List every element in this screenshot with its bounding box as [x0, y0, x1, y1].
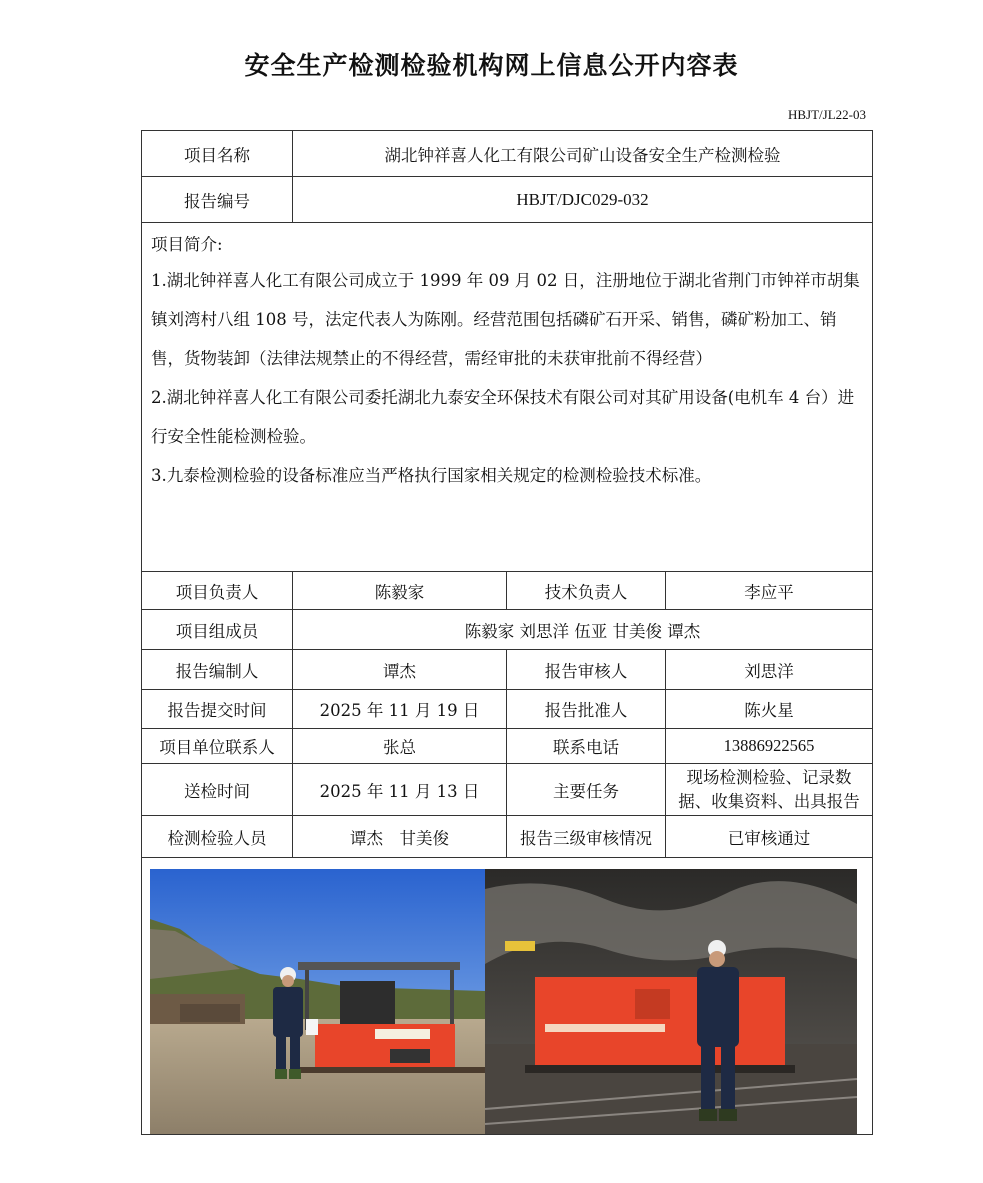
submit-value: 2025 年 11 月 19 日 — [293, 690, 507, 729]
staff-label: 检测检验人员 — [142, 816, 293, 858]
form-code: HBJT/JL22-03 — [788, 107, 866, 122]
contact-label: 项目单位联系人 — [142, 729, 293, 764]
approver-value: 陈火星 — [666, 690, 873, 729]
leader-label: 项目负责人 — [142, 572, 293, 610]
table-row — [142, 610, 873, 650]
contact-value: 张总 — [293, 729, 507, 764]
photo-cell — [142, 858, 873, 1135]
table-row — [142, 858, 873, 1135]
intro-heading: 项目简介: — [151, 235, 223, 254]
report-no-value: HBJT/DJC029-032 — [293, 177, 873, 223]
table-row — [142, 764, 873, 816]
review-value: 已审核通过 — [666, 816, 873, 858]
phone-value: 13886922565 — [666, 729, 873, 764]
intro-paragraph-3: 3.九泰检测检验的设备标准应当严格执行国家相关规定的检测检验技术标准。 — [151, 466, 712, 485]
table-row — [142, 131, 873, 177]
project-name-value: 湖北钟祥喜人化工有限公司矿山设备安全生产检测检验 — [293, 131, 873, 177]
reviewer-label: 报告审核人 — [507, 650, 666, 690]
review-label: 报告三级审核情况 — [507, 816, 666, 858]
reviewer-value: 刘思洋 — [666, 650, 873, 690]
intro-paragraph-2: 2.湖北钟祥喜人化工有限公司委托湖北九泰安全环保技术有限公司对其矿用设备(电机车 4 台）进行安全性能检测检验。 — [151, 388, 855, 446]
phone-label: 联系电话 — [507, 729, 666, 764]
author-value: 谭杰 — [293, 650, 507, 690]
table-row — [142, 650, 873, 690]
task-value — [666, 764, 873, 816]
table-row — [142, 572, 873, 610]
tech-value: 李应平 — [666, 572, 873, 610]
site-photo-underground — [485, 869, 857, 1134]
table-row — [142, 223, 873, 572]
task-label: 主要任务 — [507, 764, 666, 816]
members-label: 项目组成员 — [142, 610, 293, 650]
table-row — [142, 816, 873, 858]
table-row — [142, 729, 873, 764]
info-table — [141, 130, 873, 1135]
project-intro — [142, 223, 873, 572]
author-label: 报告编制人 — [142, 650, 293, 690]
report-no-label: 报告编号 — [142, 177, 293, 223]
table-row — [142, 690, 873, 729]
approver-label: 报告批准人 — [507, 690, 666, 729]
task-line-1: 现场检测检验、记录数 — [686, 767, 852, 787]
leader-value: 陈毅家 — [293, 572, 507, 610]
staff-value: 谭杰 甘美俊 — [293, 816, 507, 858]
task-line-2: 据、收集资料、出具报告 — [678, 791, 860, 811]
submit-label: 报告提交时间 — [142, 690, 293, 729]
page-title: 安全生产检测检验机构网上信息公开内容表 — [244, 51, 739, 80]
inspect-label: 送检时间 — [142, 764, 293, 816]
members-value: 陈毅家 刘思洋 伍亚 甘美俊 谭杰 — [293, 610, 873, 650]
project-name-label: 项目名称 — [142, 131, 293, 177]
intro-paragraph-1: 1.湖北钟祥喜人化工有限公司成立于 1999 年 09 月 02 日，注册地位于湖北省荆门市钟祥市胡集镇刘湾村八组 108 号，法定代表人为陈刚。经营范围包括磷矿石开采、销售，磷矿粉加工、销售，货物装卸（法律法规禁止的不得经营，需经审批的未获审批前不得经营） — [151, 271, 860, 368]
inspect-value: 2025 年 11 月 13 日 — [293, 764, 507, 816]
tech-label: 技术负责人 — [507, 572, 666, 610]
table-row — [142, 177, 873, 223]
site-photo-outdoor — [150, 869, 485, 1134]
